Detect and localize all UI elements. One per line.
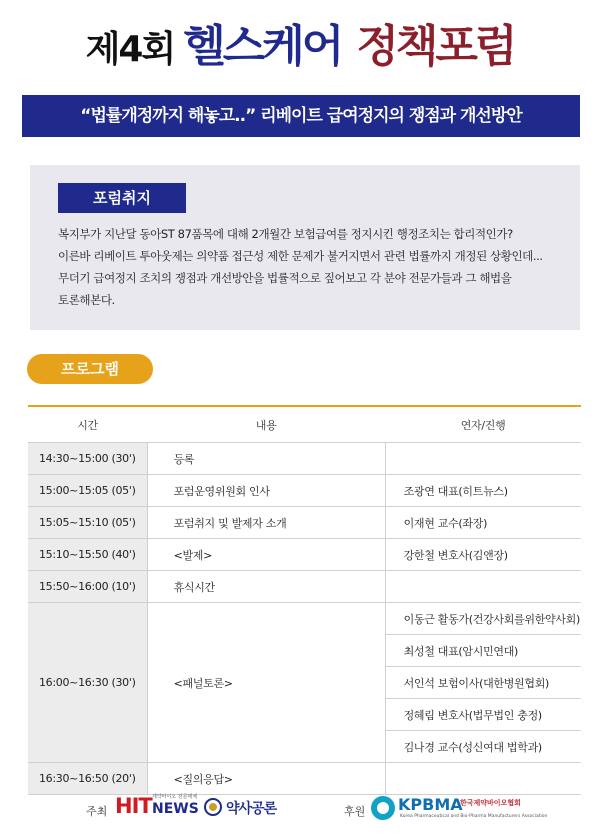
- kpbma-korean-name: 한국제약바이오협회: [460, 799, 521, 807]
- forum-title-healthcare: 헬스케어: [183, 21, 342, 72]
- table-row: [28, 507, 581, 539]
- row-content: <패널토론>: [147, 603, 385, 763]
- row-time: 15:10~15:50 (40'): [28, 539, 147, 571]
- purpose-line: 이른바 리베이트 투아웃제는 의약품 접근성 제한 문제가 불거지면서 관련 법률까지 개정된 상황인데...: [58, 249, 543, 263]
- purpose-text: [58, 223, 573, 311]
- kpbma-logo: KPBMA: [398, 795, 463, 814]
- program-table: [28, 405, 581, 795]
- forum-subtitle-banner: “법률개정까지 해놓고..” 리베이트 급여정지의 쟁점과 개선방안: [22, 95, 580, 137]
- row-content: 포럼운영위원회 인사: [147, 475, 385, 507]
- panel-speaker: 이동근 활동가(건강사회를위한약사회): [385, 603, 581, 635]
- table-row: [28, 475, 581, 507]
- panel-speaker: 정혜림 변호사(법무법인 충정): [385, 699, 581, 731]
- purpose-section: [30, 165, 580, 330]
- table-row: [28, 443, 581, 475]
- purpose-line: 토론해본다.: [58, 293, 115, 307]
- row-speaker: [385, 571, 581, 603]
- table-row: [28, 571, 581, 603]
- yakup-logo: 약사공론: [226, 801, 277, 817]
- kpbma-emblem-icon: [371, 796, 395, 820]
- program-table-header: [28, 406, 581, 443]
- header-content: 내용: [147, 406, 385, 443]
- row-speaker: 강한철 변호사(김앤장): [385, 539, 581, 571]
- panel-speaker: 최성철 대표(암시민연대): [385, 635, 581, 667]
- row-time: 16:00~16:30 (30'): [28, 603, 147, 763]
- row-speaker: [385, 443, 581, 475]
- header-speaker: 연자/진행: [385, 406, 581, 443]
- purpose-label: 포럼취지: [58, 183, 186, 213]
- program-label: 프로그램: [27, 354, 153, 384]
- row-time: 15:50~16:00 (10'): [28, 571, 147, 603]
- kpbma-english-name: Korea Pharmaceutical and Bio-Pharma Manufacturers Association: [400, 814, 548, 819]
- hitnews-logo: HIT: [115, 794, 152, 818]
- header-time: 시간: [28, 406, 147, 443]
- purpose-line: 복지부가 지난달 동아ST 87품목에 대해 2개월간 보험급여를 정지시킨 행정조치는 합리적인가?: [58, 227, 513, 241]
- table-row: [28, 539, 581, 571]
- yakup-seal-icon: [204, 798, 222, 816]
- purpose-line: 무더기 급여정지 조치의 쟁점과 개선방안을 법률적으로 짚어보고 각 분야 전문가들과 그 해법을: [58, 271, 512, 285]
- panel-speaker: 김나경 교수(성신여대 법학과): [385, 731, 581, 763]
- row-speaker: 조광연 대표(히트뉴스): [385, 475, 581, 507]
- forum-edition: 제4회: [85, 29, 175, 70]
- hitnews-logo-news: NEWS: [152, 801, 199, 817]
- row-content: 포럼취지 및 발제자 소개: [147, 507, 385, 539]
- row-time: 15:05~15:10 (05'): [28, 507, 147, 539]
- panel-speaker: 서인석 보험이사(대한병원협회): [385, 667, 581, 699]
- row-content: <발제>: [147, 539, 385, 571]
- footer: [0, 790, 600, 830]
- table-row-panel: [28, 603, 581, 635]
- hitnews-logo-sub: 제약바이오 전문매체: [152, 794, 198, 800]
- forum-title: [0, 10, 600, 74]
- row-time: 16:30~16:50 (20'): [28, 763, 147, 795]
- row-time: 14:30~15:00 (30'): [28, 443, 147, 475]
- sponsor-label: 후원: [344, 805, 366, 818]
- forum-title-policy: 정책포럼: [356, 21, 515, 72]
- row-time: 15:00~15:05 (05'): [28, 475, 147, 507]
- host-label: 주최: [86, 805, 108, 818]
- row-speaker: 이재현 교수(좌장): [385, 507, 581, 539]
- row-content: 휴식시간: [147, 571, 385, 603]
- row-content: 등록: [147, 443, 385, 475]
- row-content: <질의응답>: [147, 763, 385, 795]
